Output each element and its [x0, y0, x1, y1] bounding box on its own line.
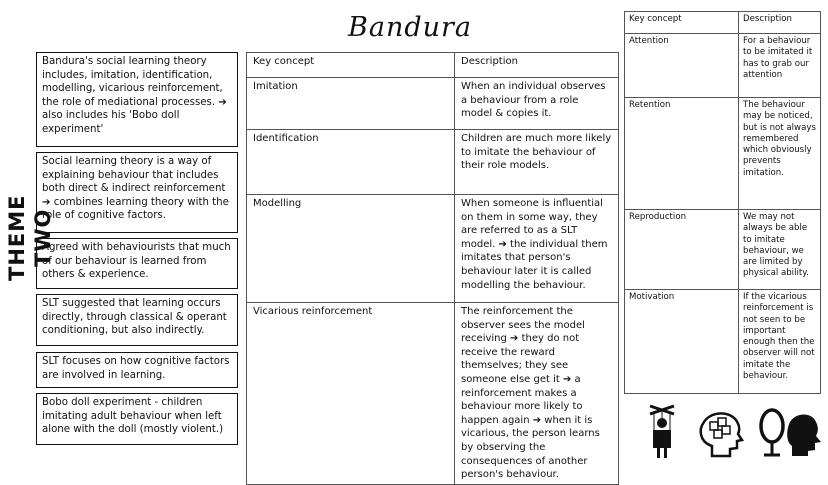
concept-cell: Identification [247, 130, 455, 195]
description-cell: When someone is influential on them in some way, they are referred to as a SLT model. ➔ the individual them imitates that person's behaviour later it is called modelling the behaviour. [455, 195, 619, 303]
table-row [247, 195, 619, 303]
note-box: Social learning theory is a way of explaining behaviour that includes both direct & indirect reinforcement ➔ combines learning theory with the role of cognitive factors. [36, 152, 238, 233]
table-row [625, 290, 821, 394]
description-cell: The behaviour may be noticed, but is not always remembered which obviously prevents imitation. [739, 98, 821, 210]
concept-cell: Vicarious reinforcement [247, 303, 455, 485]
description-cell: We may not always be able to imitate behaviour, we are limited by physical ability. [739, 210, 821, 290]
mediational-processes-table [624, 11, 821, 394]
description-cell: If the vicarious reinforcement is not seen to be important enough then the observer will not imitate the behaviour. [739, 290, 821, 394]
table-row [625, 34, 821, 98]
description-cell: Children are much more likely to imitate the behaviour of their role models. [455, 130, 619, 195]
column-header: Key concept [247, 53, 455, 78]
puppet-icon [650, 406, 674, 458]
concept-cell: Reproduction [625, 210, 739, 290]
icons-row [640, 400, 826, 460]
column-header: Description [455, 53, 619, 78]
concept-cell: Retention [625, 98, 739, 210]
key-concepts-table [246, 52, 619, 485]
table-row [247, 303, 619, 485]
table-row [625, 98, 821, 210]
head-puzzle-icon [701, 413, 742, 456]
description-cell: For a behaviour to be imitated it has to grab our attention [739, 34, 821, 98]
note-box: Bobo doll experiment - children imitating adult behaviour when left alone with the doll (mostly violent.) [36, 393, 238, 445]
description-cell: The reinforcement the observer sees the model receiving ➔ they do not receive the reward themselves; they see someone else get it ➔ a reinforcement makes a behaviour more likely to happen again ➔ when it is vicarious, the person learns by observing the consequences of another person's behaviour. [455, 303, 619, 485]
table-row [625, 210, 821, 290]
column-header: Key concept [625, 12, 739, 34]
column-header: Description [739, 12, 821, 34]
note-box: Agreed with behaviourists that much of our behaviour is learned from others & experience. [36, 238, 238, 289]
table-row [247, 78, 619, 130]
concept-cell: Attention [625, 34, 739, 98]
page-title: Bandura [348, 12, 473, 43]
mirror-icon [761, 410, 821, 456]
concept-cell: Imitation [247, 78, 455, 130]
description-cell: When an individual observes a behaviour from a role model & copies it. [455, 78, 619, 130]
theme-label: THEME TWO [5, 194, 55, 282]
note-box: SLT suggested that learning occurs directly, through classical & operant conditioning, but also indirectly. [36, 294, 238, 346]
note-box: Bandura's social learning theory includes, imitation, identification, modelling, vicarious reinforcement, the role of mediational processes. ➔ also includes his 'Bobo doll experiment' [36, 52, 238, 147]
concept-cell: Motivation [625, 290, 739, 394]
table-row [247, 130, 619, 195]
note-box: SLT focuses on how cognitive factors are involved in learning. [36, 352, 238, 388]
concept-cell: Modelling [247, 195, 455, 303]
